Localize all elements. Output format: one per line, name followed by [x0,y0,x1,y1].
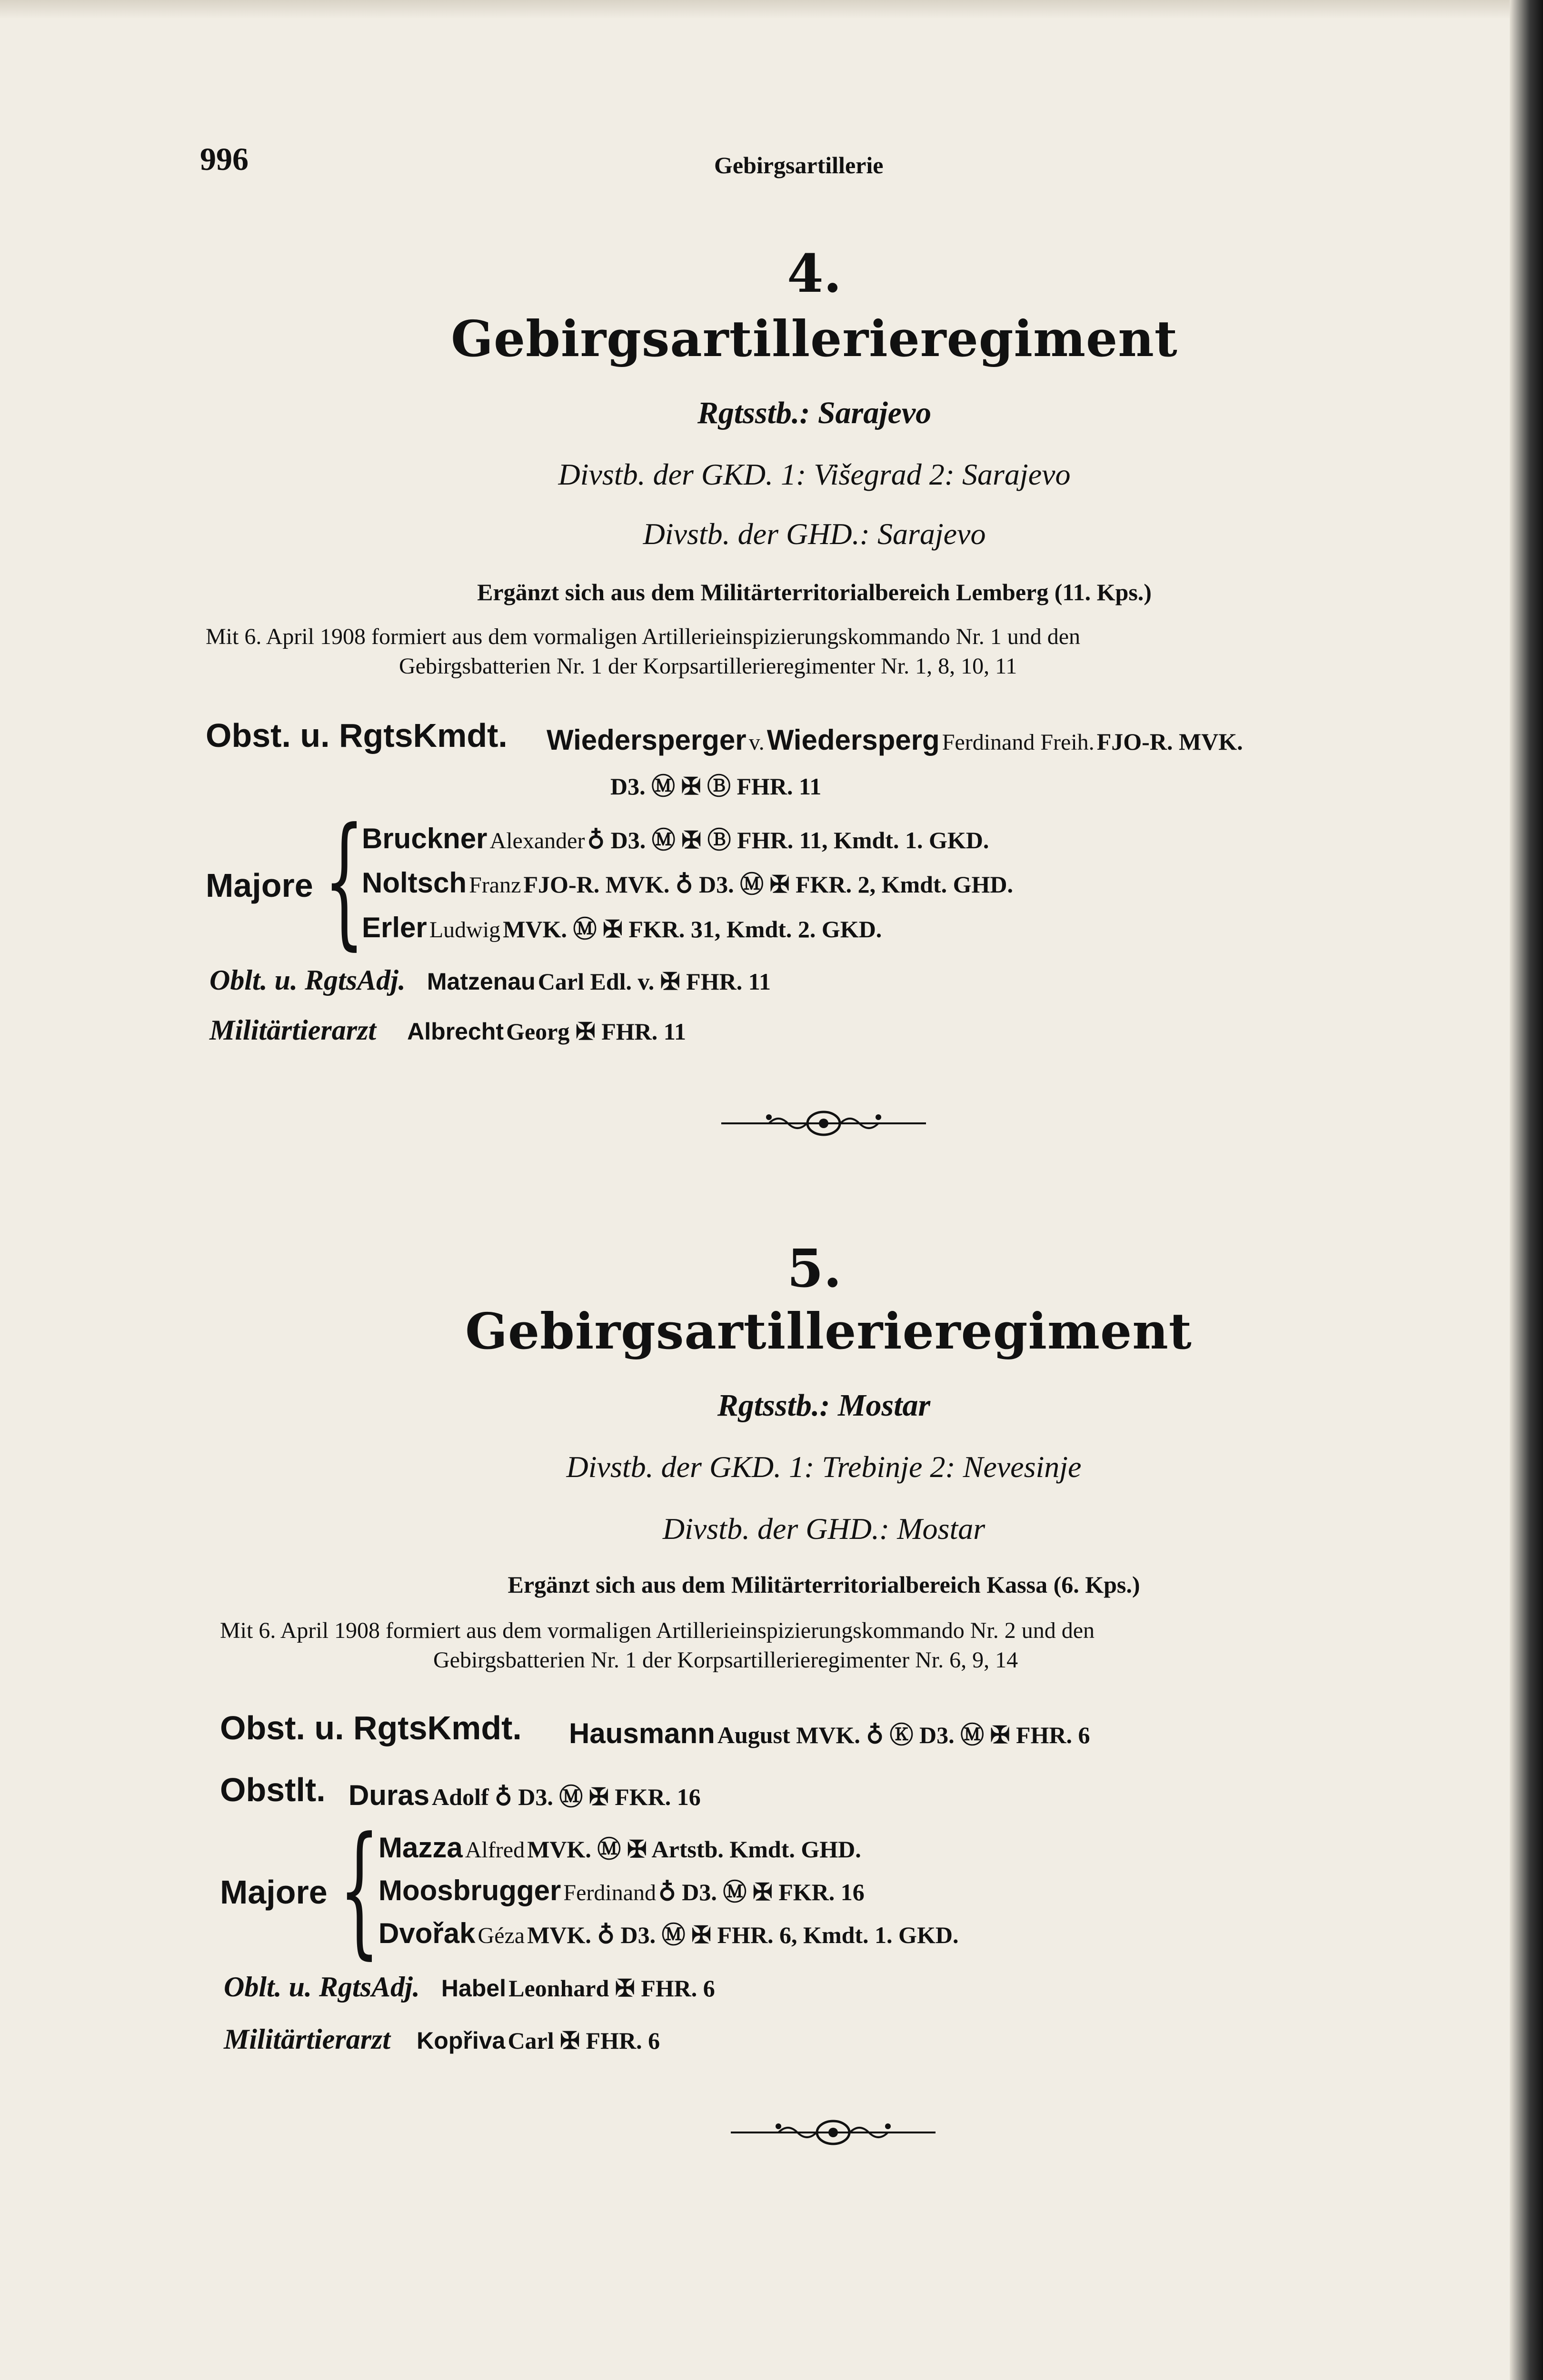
regiment-title: Gebirgsartillerieregiment [451,309,1178,368]
recruitment-area: Ergänzt sich aus dem Militärterritorialbereich Kassa (6. Kps.) [508,1571,1140,1598]
running-title: Gebirgsartillerie [714,152,884,178]
lieutenant-colonel-label: Obstlt. [220,1771,326,1808]
major-entry: Moosbrugger Ferdinand ♁ D3. Ⓜ ✠ FKR. 16 [378,1874,865,1906]
commander-label: Obst. u. RgtsKmdt. [206,717,508,754]
veterinarian-label: Militärtierarzt [209,1014,377,1046]
section-divider-ornament [721,1107,926,1140]
formation-note-line1: Mit 6. April 1908 formiert aus dem vormaligen Artillerieinspizierungskommando Nr. 1 und den [206,624,1081,649]
veterinarian-row: Militärtierarzt Kopřiva Carl ✠ FHR. 6 [224,2023,660,2055]
section-divider-ornament [731,2116,936,2149]
veterinarian-name: Kopřiva [417,2027,506,2054]
adjutant-row: Oblt. u. RgtsAdj. Habel Leonhard ✠ FHR. 6 [224,1971,715,2003]
formation-note-line1: Mit 6. April 1908 formiert aus dem vormaligen Artillerieinspizierungskommando Nr. 2 und den [220,1618,1095,1643]
division-staff-ghd: Divstb. der GHD.: Mostar [662,1512,986,1546]
adjutant-label: Oblt. u. RgtsAdj. [224,1971,420,2003]
recruitment-area: Ergänzt sich aus dem Militärterritorialbereich Lemberg (11. Kps.) [477,579,1152,605]
major-entry: Mazza Alfred MVK. Ⓜ ✠ Artstb. Kmdt. GHD. [378,1832,861,1864]
majors-label: Majore [220,1874,328,1911]
regiment-number: 4. [787,243,842,304]
commander-honors: D3. Ⓜ ✠ Ⓑ FHR. 11 [610,773,822,800]
adjutant-name: Matzenau [427,968,536,995]
commander-entry: Wiedersperger v. Wiedersperg Ferdinand Freih. FJO-R. MVK. [547,724,1243,756]
commander-label: Obst. u. RgtsKmdt. [220,1709,522,1746]
division-staff-ghd: Divstb. der GHD.: Sarajevo [643,517,986,551]
regiment-number: 5. [787,1238,842,1299]
adjutant-name: Habel [441,1975,507,2002]
division-staff-gkd: Divstb. der GKD. 1: Višegrad 2: Sarajevo [558,457,1071,491]
page-edge-top [0,0,1543,19]
veterinarian-row: Militärtierarzt Albrecht Georg ✠ FHR. 11 [209,1014,687,1046]
majors-label: Majore [206,867,313,904]
veterinarian-name: Albrecht [407,1018,504,1045]
formation-note-line2: Gebirgsbatterien Nr. 1 der Korpsartillerieregimenter Nr. 6, 9, 14 [433,1647,1018,1673]
division-staff-gkd: Divstb. der GKD. 1: Trebinje 2: Nevesinje [566,1450,1082,1484]
formation-note-line2: Gebirgsbatterien Nr. 1 der Korpsartillerieregimenter Nr. 1, 8, 10, 11 [399,654,1017,679]
regiment-staff-location: Rgtsstb.: Sarajevo [697,396,932,430]
regiment-staff-location: Rgtsstb.: Mostar [717,1388,931,1423]
lieutenant-colonel-entry: Duras Adolf ♁ D3. Ⓜ ✠ FKR. 16 [348,1779,701,1811]
major-entry: Noltsch Franz FJO-R. MVK. ♁ D3. Ⓜ ✠ FKR. 2, Kmdt. GHD. [362,867,1013,899]
major-entry: Erler Ludwig MVK. Ⓜ ✠ FKR. 31, Kmdt. 2. GKD. [362,912,882,943]
majors-brace: { [324,797,365,963]
regiment-title: Gebirgsartillerieregiment [465,1302,1192,1360]
major-entry: Dvořak Géza MVK. ♁ D3. Ⓜ ✠ FHR. 6, Kmdt. 1. GKD. [378,1917,959,1949]
major-entry: Bruckner Alexander ♁ D3. Ⓜ ✠ Ⓑ FHR. 11, Kmdt. 1. GKD. [362,823,989,854]
commander-entry: Hausmann August MVK. ♁ Ⓚ D3. Ⓜ ✠ FHR. 6 [569,1717,1090,1749]
veterinarian-label: Militärtierarzt [224,2023,391,2055]
page-number: 996 [200,141,249,177]
majors-brace: { [339,1806,380,1973]
adjutant-label: Oblt. u. RgtsAdj. [209,964,406,996]
adjutant-row: Oblt. u. RgtsAdj. Matzenau Carl Edl. v. ✠ FHR. 11 [209,964,771,996]
